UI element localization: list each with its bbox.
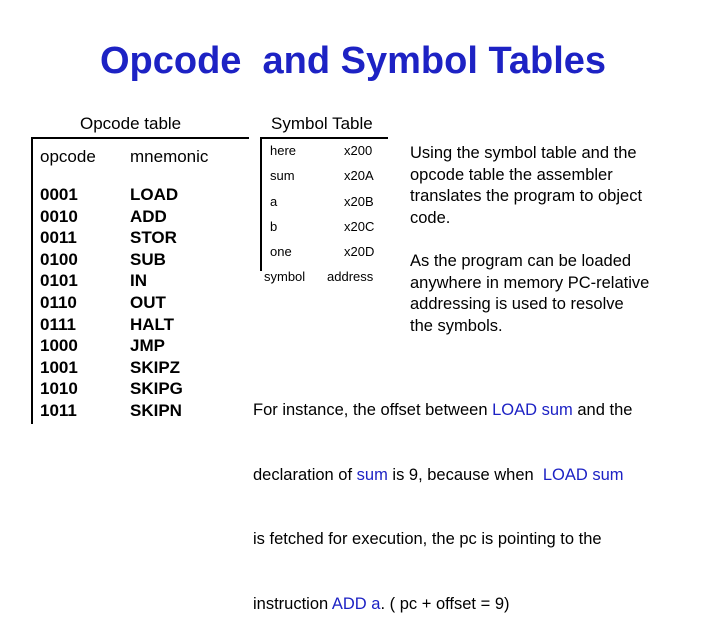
- opcode-header: opcode: [40, 147, 96, 166]
- symbol-cell: b: [270, 219, 278, 234]
- mnemonic-cell: SKIPZ: [130, 357, 181, 377]
- text-line: translates the program to object: [410, 187, 643, 205]
- mnemonic-cell: JMP: [130, 336, 165, 356]
- address-footer: address: [327, 269, 374, 284]
- text-line: [253, 594, 632, 616]
- mnemonic-cell: STOR: [130, 228, 177, 248]
- text-segment: . ( pc + offset = 9): [380, 594, 510, 613]
- symbol-table-caption: Symbol Table: [271, 114, 373, 133]
- opcode-cell: 1001: [40, 357, 78, 377]
- text-line: opcode table the assembler: [410, 165, 613, 184]
- symbol-footer: symbol: [264, 269, 306, 284]
- address-cell: x20A: [344, 168, 374, 183]
- text-line: addressing is used to resolve: [410, 295, 624, 313]
- symbol-cell: sum: [270, 168, 295, 183]
- symbol-cell: here: [270, 143, 297, 158]
- opcode-cell: 1010: [40, 379, 78, 399]
- opcode-cell: 0111: [40, 314, 76, 334]
- paragraph-example: [253, 357, 632, 637]
- mnemonic-header: mnemonic: [130, 147, 209, 166]
- opcode-cell: 0011: [40, 228, 77, 248]
- address-cell: x20D: [344, 244, 375, 259]
- text-line: Using the symbol table and the: [410, 144, 637, 162]
- address-cell: x20C: [344, 219, 375, 234]
- opcode-cell: 0100: [40, 249, 78, 269]
- opcode-column: [40, 184, 78, 422]
- opcode-cell: 0110: [40, 292, 77, 312]
- code-highlight: sum: [356, 465, 388, 484]
- text-line: [253, 400, 632, 422]
- text-line: [253, 465, 632, 487]
- code-highlight: LOAD sum: [492, 401, 573, 419]
- paragraph-assembler: [410, 143, 642, 229]
- mnemonic-column: [130, 184, 183, 422]
- opcode-cell: 0001: [40, 185, 78, 204]
- opcode-cell: 0101: [40, 271, 78, 291]
- mnemonic-cell: SUB: [130, 249, 166, 269]
- mnemonic-cell: SKIPN: [130, 400, 182, 420]
- text-segment: instruction: [253, 594, 332, 613]
- address-cell: x200: [344, 143, 373, 158]
- opcode-cell: 1011: [40, 400, 77, 420]
- opcode-cell: 0010: [40, 206, 78, 226]
- symbol-cell: a: [270, 194, 278, 209]
- text-line: As the program can be loaded: [410, 252, 632, 270]
- mnemonic-cell: LOAD: [130, 185, 179, 204]
- code-highlight: ADD a: [331, 594, 381, 613]
- mnemonic-cell: SKIPG: [130, 379, 183, 399]
- text-line: anywhere in memory PC-relative: [410, 273, 650, 292]
- mnemonic-cell: HALT: [130, 314, 175, 334]
- text-line: the symbols.: [410, 316, 503, 335]
- page-title: Opcode and Symbol Tables: [99, 40, 607, 82]
- opcode-table-caption: Opcode table: [80, 114, 182, 133]
- symbol-cell: one: [270, 244, 292, 259]
- text-segment: declaration of: [253, 465, 357, 484]
- mnemonic-cell: IN: [130, 271, 147, 291]
- code-highlight: LOAD sum: [542, 465, 624, 484]
- text-line: code.: [410, 208, 451, 227]
- address-cell: x20B: [344, 194, 374, 209]
- mnemonic-cell: OUT: [130, 292, 166, 312]
- text-segment: is 9, because when: [387, 465, 543, 484]
- opcode-cell: 1000: [40, 336, 78, 356]
- text-segment: and the: [572, 401, 633, 419]
- text-segment: For instance, the offset between: [253, 401, 493, 419]
- text-line: is fetched for execution, the pc is pointing to the: [253, 530, 602, 548]
- paragraph-pc-relative: [410, 251, 649, 337]
- mnemonic-cell: ADD: [130, 206, 167, 226]
